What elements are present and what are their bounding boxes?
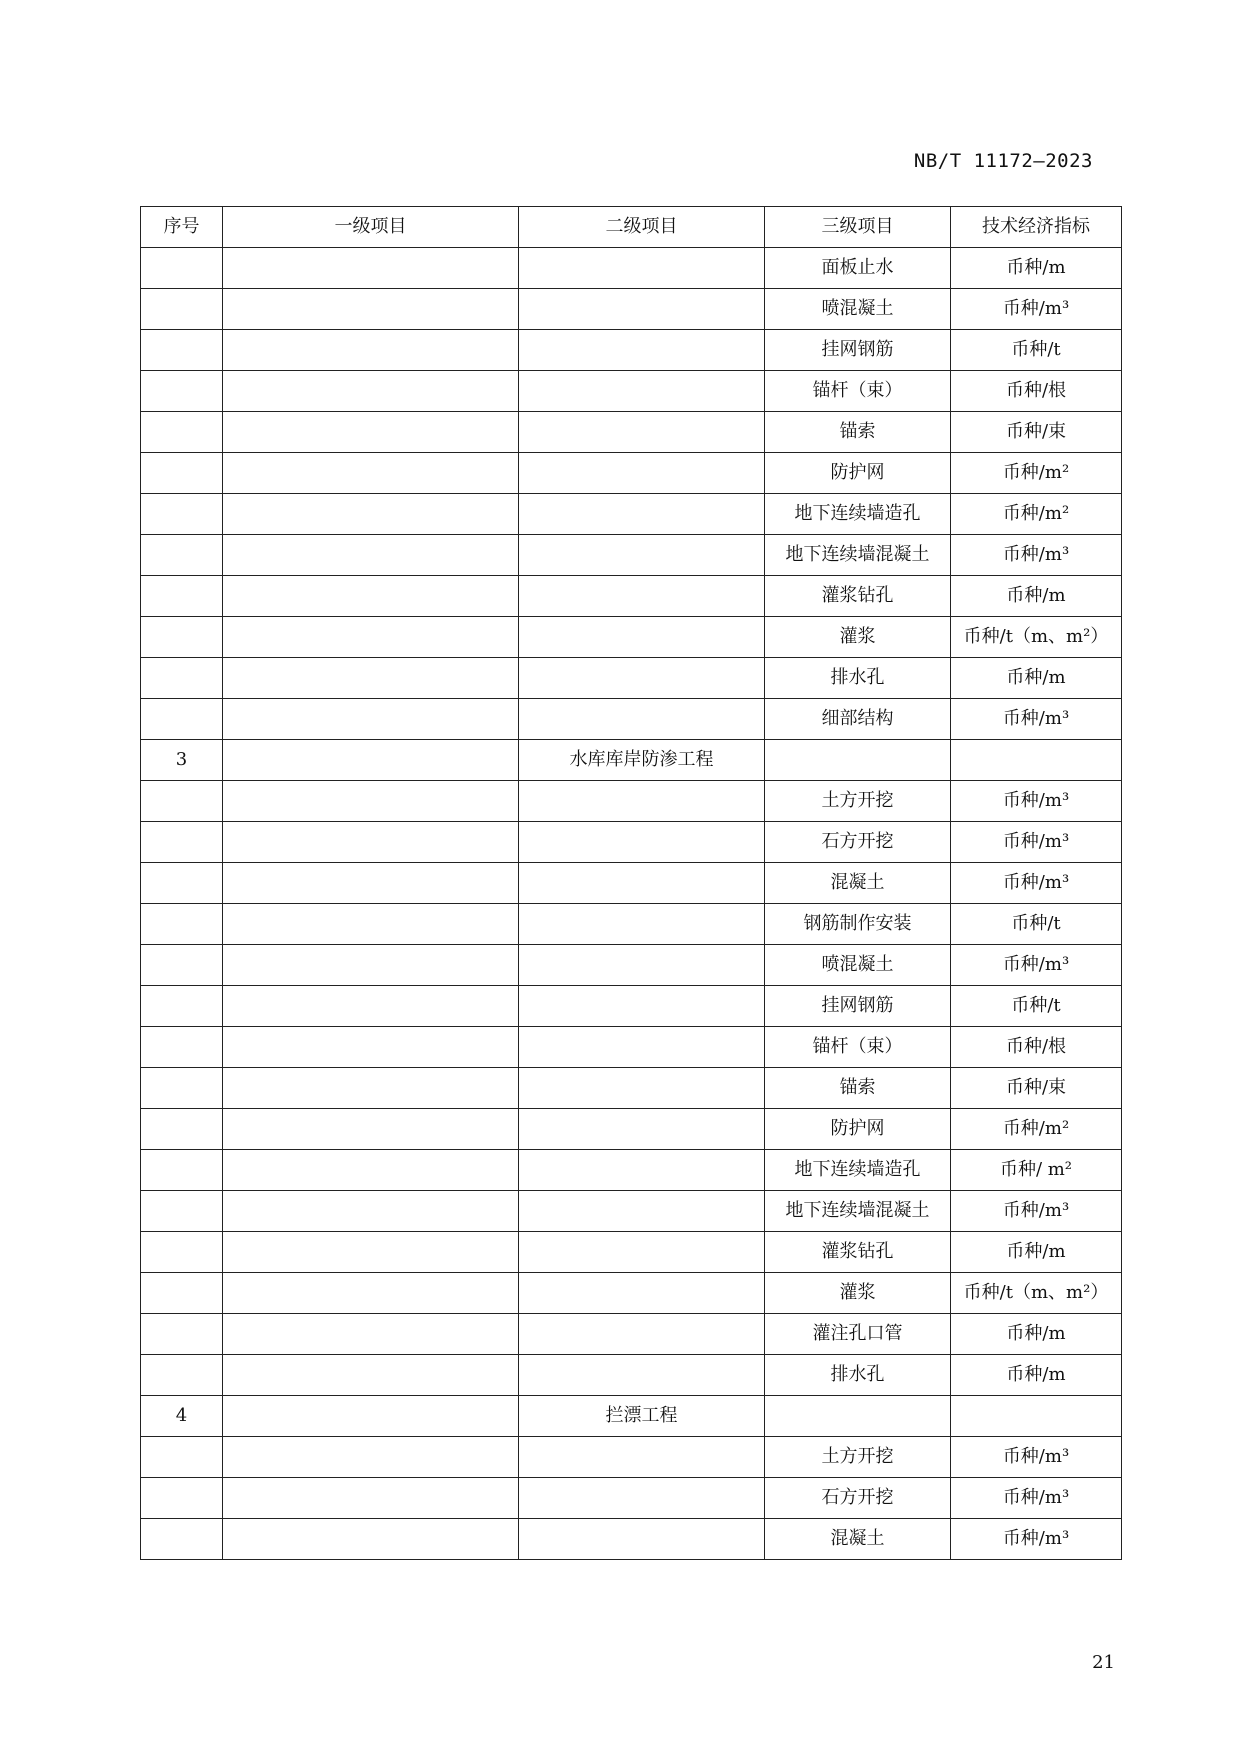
cell-seq: [141, 1027, 223, 1068]
cell-level2: [519, 330, 765, 371]
cell-indicator: 币种/m³: [951, 289, 1122, 330]
cell-indicator: 币种/m²: [951, 494, 1122, 535]
cell-seq: [141, 576, 223, 617]
cell-seq: [141, 1437, 223, 1478]
cell-level2: [519, 863, 765, 904]
cell-indicator: 币种/m: [951, 1232, 1122, 1273]
col-header-level1: 一级项目: [223, 207, 519, 248]
cell-level1: [223, 1150, 519, 1191]
table-row: [141, 576, 1122, 617]
cell-level3: 喷混凝土: [765, 289, 951, 330]
col-header-level2: 二级项目: [519, 207, 765, 248]
table-row: [141, 1355, 1122, 1396]
cell-level1: [223, 658, 519, 699]
cell-indicator: 币种/m³: [951, 1191, 1122, 1232]
cell-level2: [519, 371, 765, 412]
table-row: [141, 617, 1122, 658]
cell-level3: 混凝土: [765, 1519, 951, 1560]
cell-indicator: 币种/m³: [951, 699, 1122, 740]
cell-seq: [141, 945, 223, 986]
cell-level1: [223, 740, 519, 781]
cell-level1: [223, 822, 519, 863]
cell-level1: [223, 453, 519, 494]
cell-seq: [141, 822, 223, 863]
cell-level3: 地下连续墙造孔: [765, 1150, 951, 1191]
cell-level3: 锚杆（束）: [765, 371, 951, 412]
table-header-row: [141, 207, 1122, 248]
cell-seq: [141, 371, 223, 412]
cell-level1: [223, 1191, 519, 1232]
cell-level2: [519, 699, 765, 740]
cell-level2: [519, 289, 765, 330]
cell-indicator: 币种/t: [951, 904, 1122, 945]
cell-level2: [519, 1273, 765, 1314]
cell-level3: [765, 1396, 951, 1437]
table-row: [141, 863, 1122, 904]
cell-level1: [223, 248, 519, 289]
cell-level3: 挂网钢筋: [765, 330, 951, 371]
cell-seq: [141, 1068, 223, 1109]
cell-level2: [519, 1027, 765, 1068]
cell-level2: [519, 453, 765, 494]
table-row: [141, 248, 1122, 289]
cell-level3: 面板止水: [765, 248, 951, 289]
cell-level2: [519, 1314, 765, 1355]
cell-level3: 细部结构: [765, 699, 951, 740]
cell-seq: [141, 412, 223, 453]
table-row: [141, 453, 1122, 494]
cell-level2: [519, 904, 765, 945]
cell-level3: 排水孔: [765, 1355, 951, 1396]
table-row: [141, 1273, 1122, 1314]
cell-indicator: 币种/m: [951, 658, 1122, 699]
cell-indicator: 币种/m³: [951, 1437, 1122, 1478]
cell-level3: 地下连续墙混凝土: [765, 535, 951, 576]
cell-level1: [223, 494, 519, 535]
cell-indicator: 币种/m³: [951, 863, 1122, 904]
table-row: [141, 781, 1122, 822]
cell-indicator: 币种/m³: [951, 535, 1122, 576]
cell-level2: [519, 658, 765, 699]
cell-seq: 3: [141, 740, 223, 781]
cell-level1: [223, 699, 519, 740]
table-row: [141, 289, 1122, 330]
cell-level3: 混凝土: [765, 863, 951, 904]
cell-level2: [519, 1109, 765, 1150]
cell-level3: 钢筋制作安装: [765, 904, 951, 945]
table-row: [141, 658, 1122, 699]
cell-level1: [223, 1232, 519, 1273]
cell-level1: [223, 1068, 519, 1109]
cell-level2: 水库库岸防渗工程: [519, 740, 765, 781]
cell-seq: [141, 863, 223, 904]
cell-level1: [223, 1027, 519, 1068]
cell-level1: [223, 945, 519, 986]
cell-seq: [141, 658, 223, 699]
cell-indicator: 币种/m: [951, 248, 1122, 289]
cell-seq: [141, 617, 223, 658]
cell-level2: [519, 1068, 765, 1109]
document-code: NB/T 11172—2023: [913, 150, 1093, 172]
cell-seq: [141, 781, 223, 822]
cell-seq: [141, 699, 223, 740]
cell-level1: [223, 289, 519, 330]
page-number: 21: [1092, 1652, 1115, 1673]
cell-level2: [519, 535, 765, 576]
cell-seq: [141, 289, 223, 330]
cell-indicator: [951, 740, 1122, 781]
table-row: [141, 1068, 1122, 1109]
cell-level1: [223, 904, 519, 945]
cell-seq: [141, 494, 223, 535]
cell-level3: 土方开挖: [765, 781, 951, 822]
cell-level2: [519, 1191, 765, 1232]
cell-level3: 锚索: [765, 1068, 951, 1109]
table-row: [141, 1437, 1122, 1478]
col-header-indicator: 技术经济指标: [951, 207, 1122, 248]
cell-level2: [519, 986, 765, 1027]
table-row: [141, 535, 1122, 576]
table-row: [141, 1396, 1122, 1437]
cost-indicator-table: [140, 206, 1122, 1560]
cell-level1: [223, 1273, 519, 1314]
cell-indicator: 币种/m³: [951, 1519, 1122, 1560]
cell-seq: [141, 1150, 223, 1191]
table-body: [141, 248, 1122, 1560]
cell-level1: [223, 1355, 519, 1396]
cell-level1: [223, 781, 519, 822]
cell-seq: [141, 1314, 223, 1355]
cell-indicator: 币种/束: [951, 412, 1122, 453]
table-row: [141, 1314, 1122, 1355]
cell-level2: [519, 1519, 765, 1560]
table-row: [141, 1232, 1122, 1273]
table-row: [141, 412, 1122, 453]
table-row: [141, 740, 1122, 781]
cell-indicator: [951, 1396, 1122, 1437]
table-row: [141, 330, 1122, 371]
cell-level1: [223, 986, 519, 1027]
cell-level1: [223, 1396, 519, 1437]
cell-indicator: 币种/束: [951, 1068, 1122, 1109]
cell-indicator: 币种/m³: [951, 822, 1122, 863]
cell-indicator: 币种/m³: [951, 945, 1122, 986]
cell-indicator: 币种/t（m、m²）: [951, 617, 1122, 658]
cell-level2: [519, 1232, 765, 1273]
cell-level3: [765, 740, 951, 781]
table-row: [141, 904, 1122, 945]
cell-seq: [141, 330, 223, 371]
cell-indicator: 币种/根: [951, 1027, 1122, 1068]
cell-level2: [519, 781, 765, 822]
cell-level2: [519, 494, 765, 535]
table-row: [141, 1519, 1122, 1560]
cell-level3: 灌注孔口管: [765, 1314, 951, 1355]
cell-level2: [519, 1355, 765, 1396]
cell-indicator: 币种/m: [951, 576, 1122, 617]
cell-level1: [223, 1314, 519, 1355]
cell-level2: [519, 248, 765, 289]
cell-indicator: 币种/t: [951, 330, 1122, 371]
cell-level2: [519, 1478, 765, 1519]
cell-seq: [141, 1478, 223, 1519]
table-row: [141, 1109, 1122, 1150]
cell-indicator: 币种/m²: [951, 1109, 1122, 1150]
cell-level3: 挂网钢筋: [765, 986, 951, 1027]
cell-seq: [141, 904, 223, 945]
cell-level1: [223, 371, 519, 412]
cell-level3: 排水孔: [765, 658, 951, 699]
cell-seq: [141, 1355, 223, 1396]
cell-level1: [223, 863, 519, 904]
cell-level3: 防护网: [765, 1109, 951, 1150]
table-row: [141, 1191, 1122, 1232]
cell-level3: 地下连续墙造孔: [765, 494, 951, 535]
cell-seq: [141, 248, 223, 289]
cell-level3: 灌浆: [765, 1273, 951, 1314]
cell-indicator: 币种/m³: [951, 1478, 1122, 1519]
cell-seq: [141, 1232, 223, 1273]
cell-seq: [141, 453, 223, 494]
cell-level1: [223, 576, 519, 617]
cell-seq: [141, 535, 223, 576]
cell-level3: 锚索: [765, 412, 951, 453]
cell-level3: 地下连续墙混凝土: [765, 1191, 951, 1232]
table-row: [141, 986, 1122, 1027]
table-row: [141, 1478, 1122, 1519]
cell-level1: [223, 1478, 519, 1519]
cell-level3: 灌浆钻孔: [765, 1232, 951, 1273]
table-row: [141, 494, 1122, 535]
cell-seq: [141, 986, 223, 1027]
table-row: [141, 945, 1122, 986]
cell-indicator: 币种/t: [951, 986, 1122, 1027]
cell-level3: 灌浆: [765, 617, 951, 658]
cell-level3: 喷混凝土: [765, 945, 951, 986]
cell-level1: [223, 1437, 519, 1478]
cell-level2: [519, 617, 765, 658]
cell-level1: [223, 535, 519, 576]
table-row: [141, 699, 1122, 740]
cell-level1: [223, 412, 519, 453]
table-row: [141, 1027, 1122, 1068]
cell-level2: [519, 1150, 765, 1191]
cell-level3: 防护网: [765, 453, 951, 494]
cell-seq: [141, 1109, 223, 1150]
cell-indicator: 币种/ m²: [951, 1150, 1122, 1191]
cell-indicator: 币种/m²: [951, 453, 1122, 494]
cell-indicator: 币种/根: [951, 371, 1122, 412]
col-header-level3: 三级项目: [765, 207, 951, 248]
cell-level3: 锚杆（束）: [765, 1027, 951, 1068]
cell-level3: 石方开挖: [765, 1478, 951, 1519]
cell-level3: 石方开挖: [765, 822, 951, 863]
cell-level2: [519, 412, 765, 453]
cell-level2: [519, 822, 765, 863]
table-row: [141, 822, 1122, 863]
cell-seq: 4: [141, 1396, 223, 1437]
cell-level2: 拦漂工程: [519, 1396, 765, 1437]
cell-level3: 灌浆钻孔: [765, 576, 951, 617]
cell-seq: [141, 1273, 223, 1314]
table-row: [141, 371, 1122, 412]
cell-level3: 土方开挖: [765, 1437, 951, 1478]
cell-indicator: 币种/m³: [951, 781, 1122, 822]
cell-level2: [519, 576, 765, 617]
cell-indicator: 币种/m: [951, 1314, 1122, 1355]
cell-level1: [223, 617, 519, 658]
cell-indicator: 币种/t（m、m²）: [951, 1273, 1122, 1314]
cell-seq: [141, 1519, 223, 1560]
col-header-seq: 序号: [141, 207, 223, 248]
cell-level1: [223, 330, 519, 371]
table-row: [141, 1150, 1122, 1191]
cell-seq: [141, 1191, 223, 1232]
cell-level2: [519, 1437, 765, 1478]
cell-level1: [223, 1109, 519, 1150]
cell-indicator: 币种/m: [951, 1355, 1122, 1396]
cell-level1: [223, 1519, 519, 1560]
cell-level2: [519, 945, 765, 986]
